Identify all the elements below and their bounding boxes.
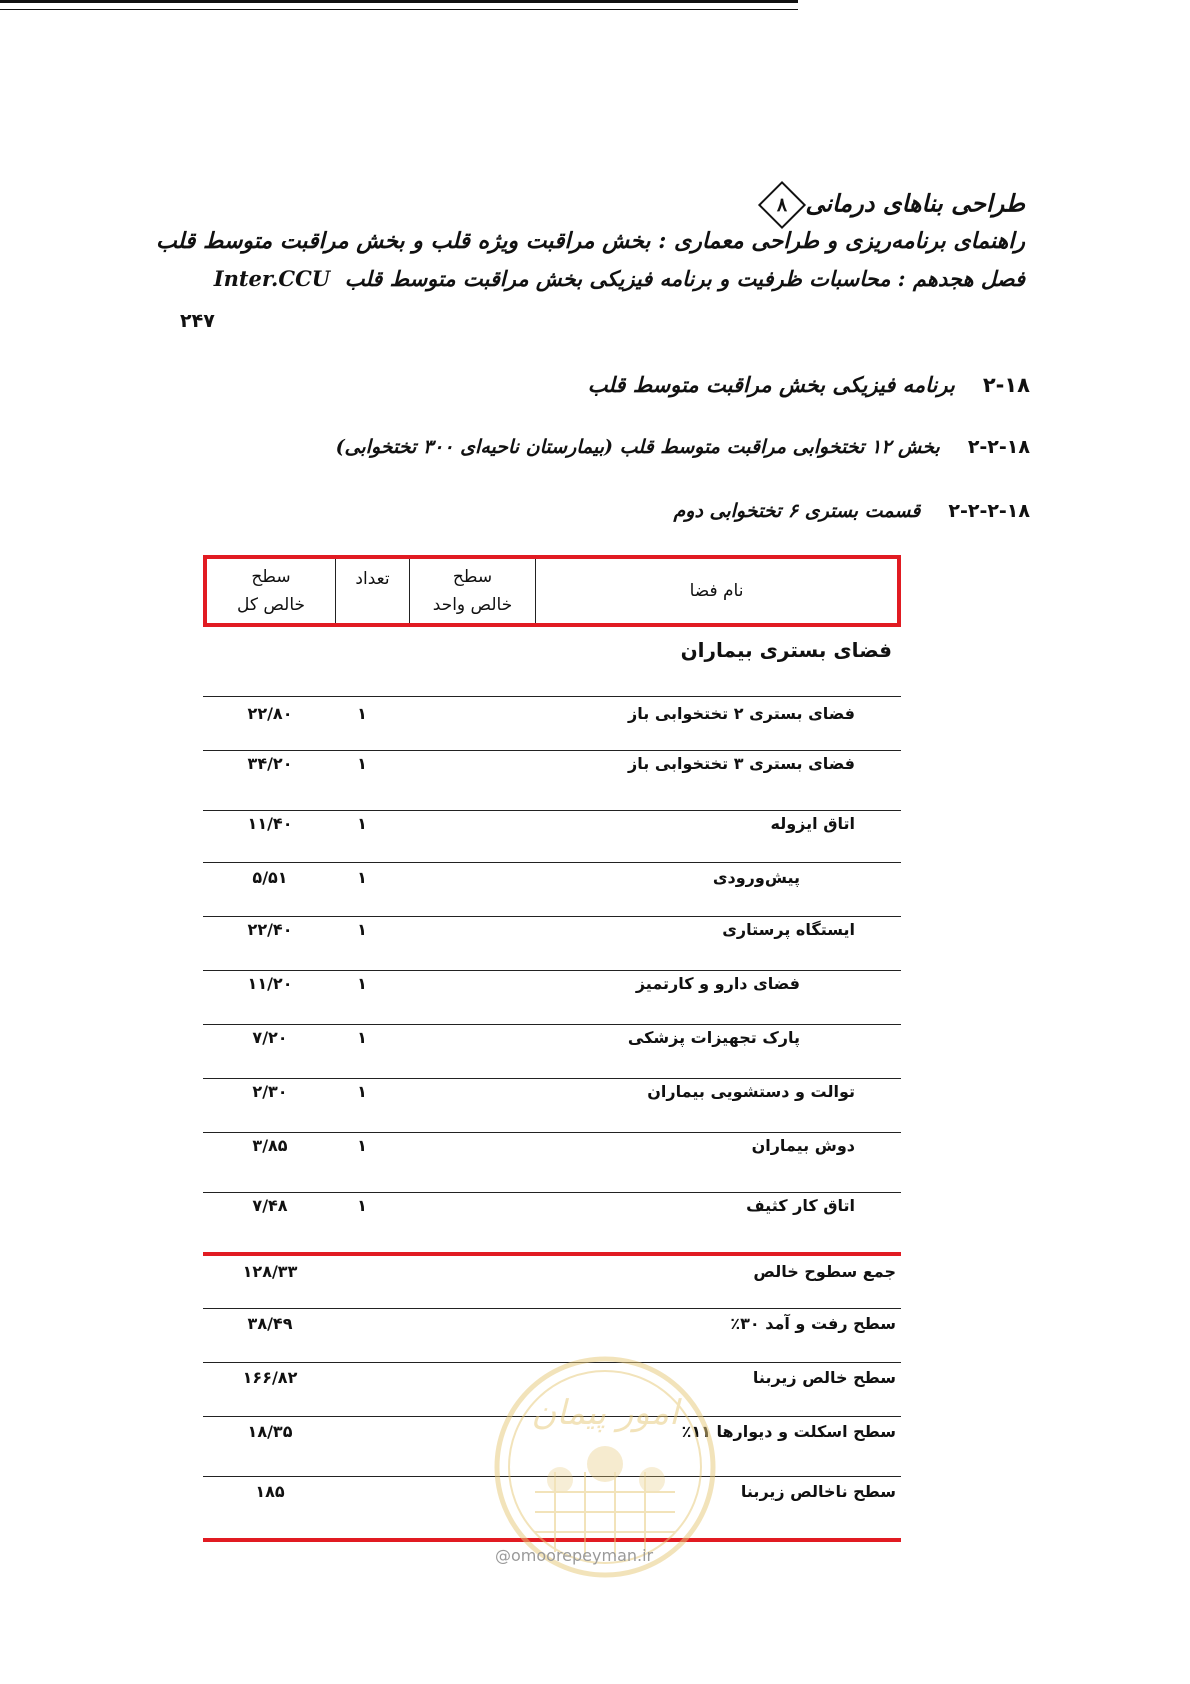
row-divider bbox=[203, 970, 901, 971]
chapter-title: فصل هجدهم : محاسبات ظرفیت و برنامه فیزیکی بخش مراقبت متوسط قلب Inter.CCU bbox=[213, 266, 1025, 291]
header-rule bbox=[0, 0, 798, 10]
header-count: تعداد bbox=[335, 559, 409, 623]
series-number-badge: ۸ bbox=[758, 181, 806, 229]
guide-title: راهنمای برنامه‌ریزی و طراحی معماری : بخش مراقبت ویژه قلب و بخش مراقبت متوسط قلب bbox=[156, 228, 1025, 254]
chapter-code: Inter.CCU bbox=[213, 266, 331, 291]
row-divider bbox=[203, 862, 901, 863]
section-heading: ۲-۱۸برنامه فیزیکی بخش مراقبت متوسط قلب bbox=[587, 372, 1030, 397]
group-title: فضای بستری بیماران bbox=[680, 638, 892, 662]
row-divider bbox=[203, 750, 901, 751]
row-divider bbox=[203, 1024, 901, 1025]
row-divider bbox=[203, 1078, 901, 1079]
sub-subsection-heading: ۲-۲-۲-۱۸قسمت بستری ۶ تختخوابی دوم bbox=[673, 500, 1030, 522]
header-space-name: نام فضا bbox=[535, 559, 897, 623]
row-divider bbox=[203, 696, 901, 697]
row-divider bbox=[203, 1192, 901, 1193]
svg-text:امور پیمان: امور پیمان bbox=[531, 1393, 679, 1433]
watermark-url: @omoorepeyman.ir bbox=[495, 1546, 654, 1565]
row-divider bbox=[203, 916, 901, 917]
table-header bbox=[203, 555, 901, 627]
header-unit-area: سطح خالص واحد bbox=[409, 559, 535, 623]
row-divider bbox=[203, 1308, 901, 1309]
row-divider bbox=[203, 1132, 901, 1133]
header-total-area: سطح خالص کل bbox=[236, 567, 306, 615]
summary-divider bbox=[203, 1252, 901, 1256]
series-title: طراحی بناهای درمانی ۸ bbox=[765, 188, 1025, 222]
subsection-heading: ۲-۲-۱۸بخش ۱۲ تختخوابی مراقبت متوسط قلب (بیمارستان ناحیه‌ای ۳۰۰ تختخوابی) bbox=[335, 436, 1030, 458]
page-number: ۲۴۷ bbox=[180, 310, 215, 332]
row-divider bbox=[203, 810, 901, 811]
